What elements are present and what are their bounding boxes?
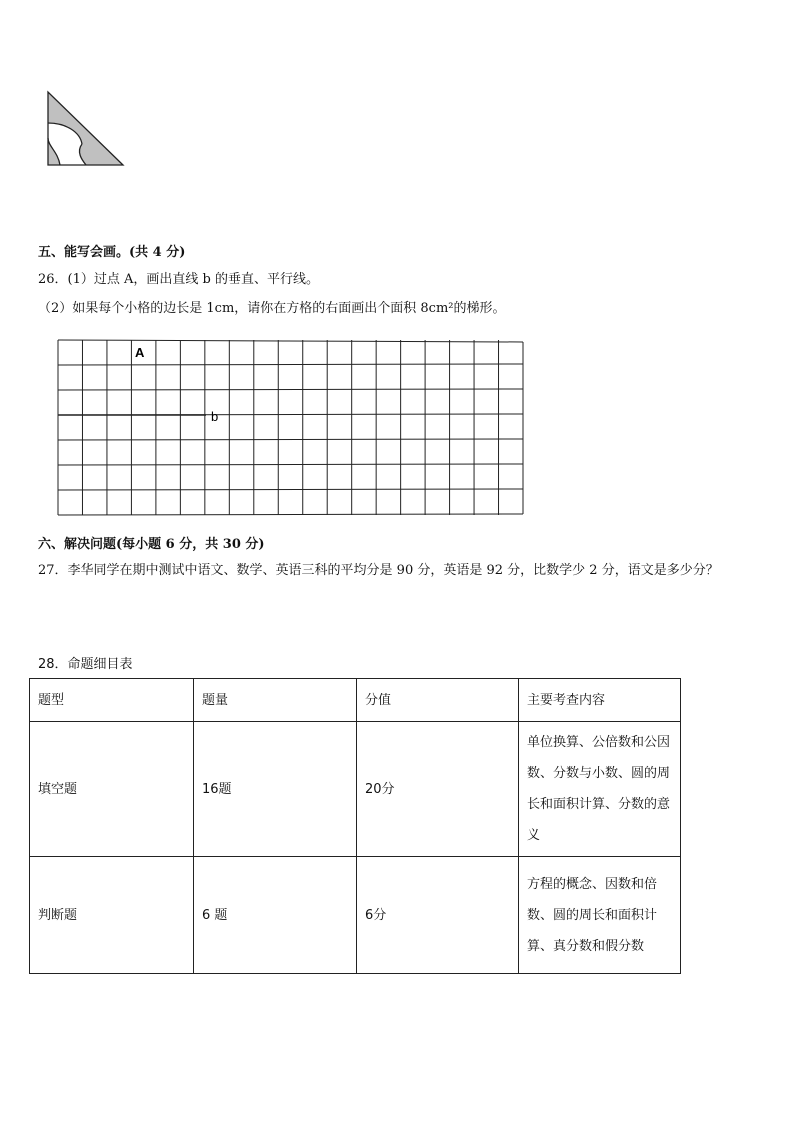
square-grid [56, 337, 526, 519]
spec-table [29, 678, 681, 974]
grid-hline [58, 489, 523, 490]
triangle-figure [40, 86, 130, 170]
row-content: 方程的概念、因数和倍数、圆的周长和面积计算、真分数和假分数 [519, 857, 681, 974]
table-row [30, 722, 681, 857]
question-26-part1: 26．(1）过点 A，画出直线 b 的垂直、平行线。 [38, 272, 319, 287]
grid-hline [58, 364, 523, 365]
header-content: 主要考查内容 [519, 679, 681, 722]
question-27: 27．李华同学在期中测试中语文、数学、英语三科的平均分是 90 分，英语是 92 分，比数学少 2 分，语文是多少分？ [38, 563, 719, 578]
point-a-label: A [135, 345, 145, 360]
header-score: 分值 [357, 679, 519, 722]
row-type: 判断题 [30, 857, 194, 974]
header-count: 题量 [194, 679, 357, 722]
row-content: 单位换算、公倍数和公因数、分数与小数、圆的周长和面积计算、分数的意义 [519, 722, 681, 857]
question-26-part2: （2）如果每个小格的边长是 1cm，请你在方格的右面画出个面积 8cm²的梯形。 [38, 301, 506, 316]
header-type: 题型 [30, 679, 194, 722]
table-row [30, 857, 681, 974]
table-header-row [30, 679, 681, 722]
grid-hline [58, 340, 523, 342]
section6-heading: 六、解决问题(每小题 6 分，共 30 分) [38, 537, 265, 552]
section5-heading: 五、能写会画。(共 4 分) [38, 245, 186, 260]
grid-hline [58, 439, 523, 440]
row-score: 6分 [357, 857, 519, 974]
grid-hline [58, 464, 523, 465]
row-score: 20分 [357, 722, 519, 857]
line-b-label: b [211, 409, 219, 424]
question-28-title: 28．命题细目表 [38, 657, 133, 672]
grid-hline [58, 389, 523, 390]
row-type: 填空题 [30, 722, 194, 857]
row-count: 16题 [194, 722, 357, 857]
grid-hline [58, 514, 523, 515]
row-count: 6 题 [194, 857, 357, 974]
